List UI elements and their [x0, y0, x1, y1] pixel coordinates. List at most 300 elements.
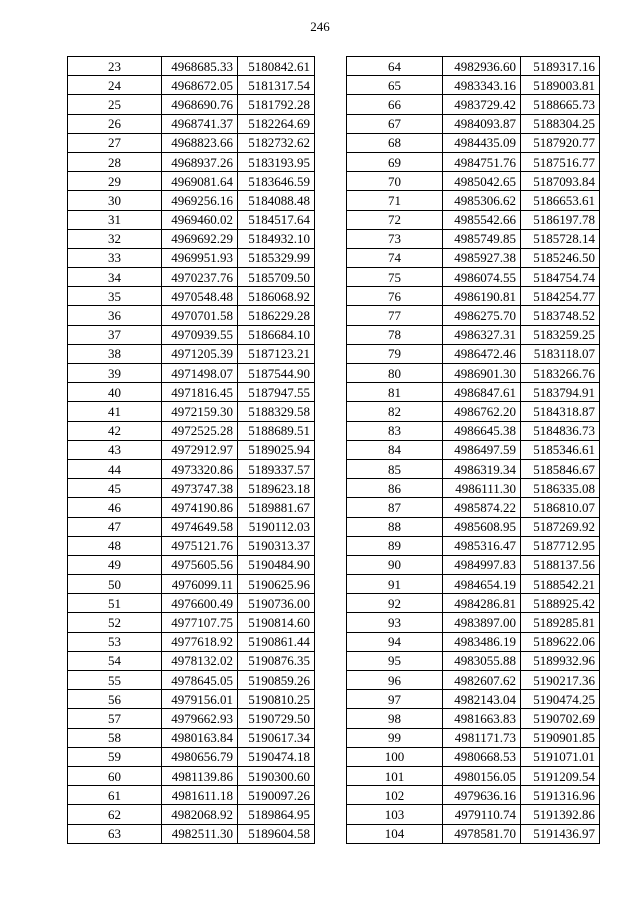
table-row — [347, 632, 600, 651]
point-number-cell: 99 — [347, 728, 443, 747]
point-number-cell: 82 — [347, 402, 443, 421]
x-coordinate-cell: 4970701.58 — [162, 306, 238, 325]
x-coordinate-cell: 4986275.70 — [443, 306, 521, 325]
table-row — [68, 632, 315, 651]
table-row — [68, 191, 315, 210]
table-row — [347, 325, 600, 344]
point-number-cell: 81 — [347, 383, 443, 402]
table-row — [347, 383, 600, 402]
point-number-cell: 23 — [68, 57, 162, 76]
point-number-cell: 94 — [347, 632, 443, 651]
x-coordinate-cell: 4986319.34 — [443, 459, 521, 478]
point-number-cell: 45 — [68, 479, 162, 498]
table-row — [68, 613, 315, 632]
y-coordinate-cell: 5184318.87 — [521, 402, 600, 421]
table-row — [347, 671, 600, 690]
point-number-cell: 87 — [347, 498, 443, 517]
table-row — [347, 229, 600, 248]
point-number-cell: 38 — [68, 344, 162, 363]
point-number-cell: 33 — [68, 248, 162, 267]
x-coordinate-cell: 4975605.56 — [162, 555, 238, 574]
y-coordinate-cell: 5180842.61 — [238, 57, 315, 76]
x-coordinate-cell: 4986190.81 — [443, 287, 521, 306]
x-coordinate-cell: 4969951.93 — [162, 248, 238, 267]
table-row — [68, 229, 315, 248]
x-coordinate-cell: 4980163.84 — [162, 728, 238, 747]
y-coordinate-cell: 5185846.67 — [521, 459, 600, 478]
point-number-cell: 88 — [347, 517, 443, 536]
x-coordinate-cell: 4968937.26 — [162, 152, 238, 171]
y-coordinate-cell: 5186197.78 — [521, 210, 600, 229]
x-coordinate-cell: 4982068.92 — [162, 805, 238, 824]
table-row — [347, 248, 600, 267]
page-number: 246 — [310, 19, 330, 34]
point-number-cell: 34 — [68, 268, 162, 287]
point-number-cell: 101 — [347, 766, 443, 785]
x-coordinate-cell: 4976099.11 — [162, 575, 238, 594]
y-coordinate-cell: 5189881.67 — [238, 498, 315, 517]
table-row — [68, 786, 315, 805]
y-coordinate-cell: 5183259.25 — [521, 325, 600, 344]
table-row — [347, 402, 600, 421]
x-coordinate-cell: 4985042.65 — [443, 172, 521, 191]
table-row — [347, 440, 600, 459]
x-coordinate-cell: 4986472.46 — [443, 344, 521, 363]
x-coordinate-cell: 4986762.20 — [443, 402, 521, 421]
coordinates-table-left — [67, 56, 315, 844]
point-number-cell: 41 — [68, 402, 162, 421]
x-coordinate-cell: 4982936.60 — [443, 57, 521, 76]
x-coordinate-cell: 4981139.86 — [162, 766, 238, 785]
x-coordinate-cell: 4968741.37 — [162, 114, 238, 133]
x-coordinate-cell: 4986074.55 — [443, 268, 521, 287]
point-number-cell: 62 — [68, 805, 162, 824]
y-coordinate-cell: 5191436.97 — [521, 824, 600, 843]
point-number-cell: 85 — [347, 459, 443, 478]
table-row — [68, 671, 315, 690]
point-number-cell: 42 — [68, 421, 162, 440]
y-coordinate-cell: 5189317.16 — [521, 57, 600, 76]
point-number-cell: 69 — [347, 152, 443, 171]
y-coordinate-cell: 5187516.77 — [521, 152, 600, 171]
table-row — [347, 364, 600, 383]
y-coordinate-cell: 5187712.95 — [521, 536, 600, 555]
y-coordinate-cell: 5183266.76 — [521, 364, 600, 383]
point-number-cell: 53 — [68, 632, 162, 651]
x-coordinate-cell: 4979110.74 — [443, 805, 521, 824]
point-number-cell: 30 — [68, 191, 162, 210]
y-coordinate-cell: 5190736.00 — [238, 594, 315, 613]
y-coordinate-cell: 5190097.26 — [238, 786, 315, 805]
y-coordinate-cell: 5183748.52 — [521, 306, 600, 325]
table-row — [347, 191, 600, 210]
point-number-cell: 98 — [347, 709, 443, 728]
table-row — [68, 690, 315, 709]
x-coordinate-cell: 4985749.85 — [443, 229, 521, 248]
x-coordinate-cell: 4986645.38 — [443, 421, 521, 440]
point-number-cell: 92 — [347, 594, 443, 613]
y-coordinate-cell: 5189025.94 — [238, 440, 315, 459]
table-row — [68, 555, 315, 574]
y-coordinate-cell: 5190617.34 — [238, 728, 315, 747]
y-coordinate-cell: 5188925.42 — [521, 594, 600, 613]
point-number-cell: 75 — [347, 268, 443, 287]
table-row — [68, 728, 315, 747]
point-number-cell: 35 — [68, 287, 162, 306]
x-coordinate-cell: 4971816.45 — [162, 383, 238, 402]
table-row — [347, 805, 600, 824]
table-row — [347, 268, 600, 287]
x-coordinate-cell: 4982143.04 — [443, 690, 521, 709]
y-coordinate-cell: 5189285.81 — [521, 613, 600, 632]
table-row — [347, 594, 600, 613]
x-coordinate-cell: 4968672.05 — [162, 76, 238, 95]
x-coordinate-cell: 4974649.58 — [162, 517, 238, 536]
table-row — [68, 287, 315, 306]
x-coordinate-cell: 4986111.30 — [443, 479, 521, 498]
point-number-cell: 54 — [68, 651, 162, 670]
point-number-cell: 78 — [347, 325, 443, 344]
table-row — [347, 498, 600, 517]
point-number-cell: 50 — [68, 575, 162, 594]
point-number-cell: 90 — [347, 555, 443, 574]
x-coordinate-cell: 4968823.66 — [162, 133, 238, 152]
x-coordinate-cell: 4969460.02 — [162, 210, 238, 229]
x-coordinate-cell: 4986497.59 — [443, 440, 521, 459]
y-coordinate-cell: 5190702.69 — [521, 709, 600, 728]
x-coordinate-cell: 4986901.30 — [443, 364, 521, 383]
x-coordinate-cell: 4984286.81 — [443, 594, 521, 613]
y-coordinate-cell: 5183193.95 — [238, 152, 315, 171]
point-number-cell: 47 — [68, 517, 162, 536]
table-row — [347, 786, 600, 805]
point-number-cell: 60 — [68, 766, 162, 785]
table-row — [68, 536, 315, 555]
table-row — [68, 766, 315, 785]
y-coordinate-cell: 5189864.95 — [238, 805, 315, 824]
x-coordinate-cell: 4970548.48 — [162, 287, 238, 306]
y-coordinate-cell: 5186684.10 — [238, 325, 315, 344]
point-number-cell: 71 — [347, 191, 443, 210]
point-number-cell: 29 — [68, 172, 162, 191]
table-row — [347, 575, 600, 594]
x-coordinate-cell: 4968685.33 — [162, 57, 238, 76]
point-number-cell: 102 — [347, 786, 443, 805]
point-number-cell: 61 — [68, 786, 162, 805]
y-coordinate-cell: 5184517.64 — [238, 210, 315, 229]
y-coordinate-cell: 5189932.96 — [521, 651, 600, 670]
point-number-cell: 24 — [68, 76, 162, 95]
x-coordinate-cell: 4983729.42 — [443, 95, 521, 114]
table-row — [347, 517, 600, 536]
x-coordinate-cell: 4969081.64 — [162, 172, 238, 191]
table-row — [68, 459, 315, 478]
table-row — [68, 172, 315, 191]
x-coordinate-cell: 4972912.97 — [162, 440, 238, 459]
table-row — [68, 402, 315, 421]
table-row — [347, 152, 600, 171]
x-coordinate-cell: 4981663.83 — [443, 709, 521, 728]
point-number-cell: 76 — [347, 287, 443, 306]
table-row — [347, 728, 600, 747]
y-coordinate-cell: 5190112.03 — [238, 517, 315, 536]
y-coordinate-cell: 5190861.44 — [238, 632, 315, 651]
point-number-cell: 73 — [347, 229, 443, 248]
point-number-cell: 66 — [347, 95, 443, 114]
x-coordinate-cell: 4985608.95 — [443, 517, 521, 536]
x-coordinate-cell: 4985316.47 — [443, 536, 521, 555]
table-row — [68, 57, 315, 76]
y-coordinate-cell: 5181792.28 — [238, 95, 315, 114]
table-row — [68, 152, 315, 171]
point-number-cell: 57 — [68, 709, 162, 728]
point-number-cell: 74 — [347, 248, 443, 267]
y-coordinate-cell: 5187544.90 — [238, 364, 315, 383]
y-coordinate-cell: 5191071.01 — [521, 747, 600, 766]
table-row — [68, 306, 315, 325]
y-coordinate-cell: 5190474.18 — [238, 747, 315, 766]
x-coordinate-cell: 4980156.05 — [443, 766, 521, 785]
x-coordinate-cell: 4972159.30 — [162, 402, 238, 421]
table-row — [347, 613, 600, 632]
point-number-cell: 43 — [68, 440, 162, 459]
x-coordinate-cell: 4976600.49 — [162, 594, 238, 613]
y-coordinate-cell: 5191316.96 — [521, 786, 600, 805]
y-coordinate-cell: 5184932.10 — [238, 229, 315, 248]
x-coordinate-cell: 4985927.38 — [443, 248, 521, 267]
x-coordinate-cell: 4970939.55 — [162, 325, 238, 344]
y-coordinate-cell: 5186653.61 — [521, 191, 600, 210]
x-coordinate-cell: 4983055.88 — [443, 651, 521, 670]
y-coordinate-cell: 5190901.85 — [521, 728, 600, 747]
table-row — [347, 95, 600, 114]
point-number-cell: 93 — [347, 613, 443, 632]
table-row — [68, 268, 315, 287]
y-coordinate-cell: 5188137.56 — [521, 555, 600, 574]
point-number-cell: 64 — [347, 57, 443, 76]
x-coordinate-cell: 4973320.86 — [162, 459, 238, 478]
table-row — [347, 114, 600, 133]
x-coordinate-cell: 4969692.29 — [162, 229, 238, 248]
y-coordinate-cell: 5186335.08 — [521, 479, 600, 498]
y-coordinate-cell: 5190859.26 — [238, 671, 315, 690]
x-coordinate-cell: 4985306.62 — [443, 191, 521, 210]
point-number-cell: 51 — [68, 594, 162, 613]
table-row — [347, 536, 600, 555]
point-number-cell: 28 — [68, 152, 162, 171]
y-coordinate-cell: 5187123.21 — [238, 344, 315, 363]
x-coordinate-cell: 4984093.87 — [443, 114, 521, 133]
point-number-cell: 63 — [68, 824, 162, 843]
table-row — [347, 306, 600, 325]
table-row — [68, 421, 315, 440]
point-number-cell: 86 — [347, 479, 443, 498]
point-number-cell: 58 — [68, 728, 162, 747]
table-row — [68, 498, 315, 517]
x-coordinate-cell: 4981611.18 — [162, 786, 238, 805]
table-row — [347, 133, 600, 152]
y-coordinate-cell: 5186229.28 — [238, 306, 315, 325]
x-coordinate-cell: 4983343.16 — [443, 76, 521, 95]
y-coordinate-cell: 5190474.25 — [521, 690, 600, 709]
x-coordinate-cell: 4974190.86 — [162, 498, 238, 517]
y-coordinate-cell: 5187920.77 — [521, 133, 600, 152]
x-coordinate-cell: 4985542.66 — [443, 210, 521, 229]
x-coordinate-cell: 4972525.28 — [162, 421, 238, 440]
point-number-cell: 39 — [68, 364, 162, 383]
point-number-cell: 46 — [68, 498, 162, 517]
y-coordinate-cell: 5189604.58 — [238, 824, 315, 843]
x-coordinate-cell: 4971205.39 — [162, 344, 238, 363]
x-coordinate-cell: 4978645.05 — [162, 671, 238, 690]
table-row — [347, 766, 600, 785]
point-number-cell: 70 — [347, 172, 443, 191]
y-coordinate-cell: 5184088.48 — [238, 191, 315, 210]
y-coordinate-cell: 5190729.50 — [238, 709, 315, 728]
y-coordinate-cell: 5188665.73 — [521, 95, 600, 114]
point-number-cell: 84 — [347, 440, 443, 459]
point-number-cell: 65 — [347, 76, 443, 95]
point-number-cell: 32 — [68, 229, 162, 248]
y-coordinate-cell: 5182732.62 — [238, 133, 315, 152]
y-coordinate-cell: 5188689.51 — [238, 421, 315, 440]
table-row — [68, 76, 315, 95]
point-number-cell: 95 — [347, 651, 443, 670]
x-coordinate-cell: 4980656.79 — [162, 747, 238, 766]
x-coordinate-cell: 4975121.76 — [162, 536, 238, 555]
table-row — [347, 210, 600, 229]
point-number-cell: 59 — [68, 747, 162, 766]
y-coordinate-cell: 5181317.54 — [238, 76, 315, 95]
y-coordinate-cell: 5186810.07 — [521, 498, 600, 517]
table-row — [68, 383, 315, 402]
x-coordinate-cell: 4979636.16 — [443, 786, 521, 805]
x-coordinate-cell: 4968690.76 — [162, 95, 238, 114]
table-row — [347, 172, 600, 191]
table-row — [68, 594, 315, 613]
table-row — [68, 325, 315, 344]
table-row — [68, 114, 315, 133]
y-coordinate-cell: 5188304.25 — [521, 114, 600, 133]
x-coordinate-cell: 4984751.76 — [443, 152, 521, 171]
x-coordinate-cell: 4983486.19 — [443, 632, 521, 651]
y-coordinate-cell: 5189003.81 — [521, 76, 600, 95]
y-coordinate-cell: 5190484.90 — [238, 555, 315, 574]
x-coordinate-cell: 4980668.53 — [443, 747, 521, 766]
y-coordinate-cell: 5189337.57 — [238, 459, 315, 478]
coordinates-table-right — [346, 56, 600, 844]
x-coordinate-cell: 4982607.62 — [443, 671, 521, 690]
x-coordinate-cell: 4978132.02 — [162, 651, 238, 670]
point-number-cell: 37 — [68, 325, 162, 344]
point-number-cell: 77 — [347, 306, 443, 325]
point-number-cell: 72 — [347, 210, 443, 229]
point-number-cell: 36 — [68, 306, 162, 325]
x-coordinate-cell: 4977107.75 — [162, 613, 238, 632]
x-coordinate-cell: 4979156.01 — [162, 690, 238, 709]
y-coordinate-cell: 5185246.50 — [521, 248, 600, 267]
y-coordinate-cell: 5184254.77 — [521, 287, 600, 306]
table-row — [68, 479, 315, 498]
table-row — [68, 210, 315, 229]
y-coordinate-cell: 5190814.60 — [238, 613, 315, 632]
y-coordinate-cell: 5188329.58 — [238, 402, 315, 421]
point-number-cell: 56 — [68, 690, 162, 709]
point-number-cell: 31 — [68, 210, 162, 229]
y-coordinate-cell: 5190300.60 — [238, 766, 315, 785]
table-row — [347, 555, 600, 574]
table-row — [347, 344, 600, 363]
table-row — [68, 517, 315, 536]
x-coordinate-cell: 4970237.76 — [162, 268, 238, 287]
y-coordinate-cell: 5185346.61 — [521, 440, 600, 459]
y-coordinate-cell: 5183118.07 — [521, 344, 600, 363]
y-coordinate-cell: 5187269.92 — [521, 517, 600, 536]
point-number-cell: 91 — [347, 575, 443, 594]
y-coordinate-cell: 5185709.50 — [238, 268, 315, 287]
table-row — [68, 248, 315, 267]
y-coordinate-cell: 5187947.55 — [238, 383, 315, 402]
table-row — [347, 690, 600, 709]
y-coordinate-cell: 5186068.92 — [238, 287, 315, 306]
table-row — [68, 95, 315, 114]
point-number-cell: 49 — [68, 555, 162, 574]
x-coordinate-cell: 4973747.38 — [162, 479, 238, 498]
table-row — [68, 364, 315, 383]
y-coordinate-cell: 5190313.37 — [238, 536, 315, 555]
y-coordinate-cell: 5188542.21 — [521, 575, 600, 594]
table-row — [347, 824, 600, 843]
point-number-cell: 100 — [347, 747, 443, 766]
y-coordinate-cell: 5190810.25 — [238, 690, 315, 709]
table-row — [68, 133, 315, 152]
point-number-cell: 96 — [347, 671, 443, 690]
y-coordinate-cell: 5191392.86 — [521, 805, 600, 824]
table-row — [347, 459, 600, 478]
table-row — [347, 709, 600, 728]
table-row — [347, 421, 600, 440]
table-row — [68, 344, 315, 363]
point-number-cell: 25 — [68, 95, 162, 114]
point-number-cell: 40 — [68, 383, 162, 402]
x-coordinate-cell: 4986327.31 — [443, 325, 521, 344]
point-number-cell: 55 — [68, 671, 162, 690]
y-coordinate-cell: 5187093.84 — [521, 172, 600, 191]
point-number-cell: 83 — [347, 421, 443, 440]
x-coordinate-cell: 4983897.00 — [443, 613, 521, 632]
table-row — [347, 287, 600, 306]
x-coordinate-cell: 4969256.16 — [162, 191, 238, 210]
x-coordinate-cell: 4977618.92 — [162, 632, 238, 651]
x-coordinate-cell: 4984654.19 — [443, 575, 521, 594]
table-row — [68, 824, 315, 843]
table-row — [68, 747, 315, 766]
table-row — [68, 440, 315, 459]
y-coordinate-cell: 5182264.69 — [238, 114, 315, 133]
table-row — [68, 805, 315, 824]
y-coordinate-cell: 5189622.06 — [521, 632, 600, 651]
x-coordinate-cell: 4984435.09 — [443, 133, 521, 152]
point-number-cell: 103 — [347, 805, 443, 824]
point-number-cell: 52 — [68, 613, 162, 632]
x-coordinate-cell: 4971498.07 — [162, 364, 238, 383]
table-row — [347, 76, 600, 95]
point-number-cell: 79 — [347, 344, 443, 363]
point-number-cell: 48 — [68, 536, 162, 555]
y-coordinate-cell: 5185329.99 — [238, 248, 315, 267]
table-row — [68, 709, 315, 728]
x-coordinate-cell: 4978581.70 — [443, 824, 521, 843]
